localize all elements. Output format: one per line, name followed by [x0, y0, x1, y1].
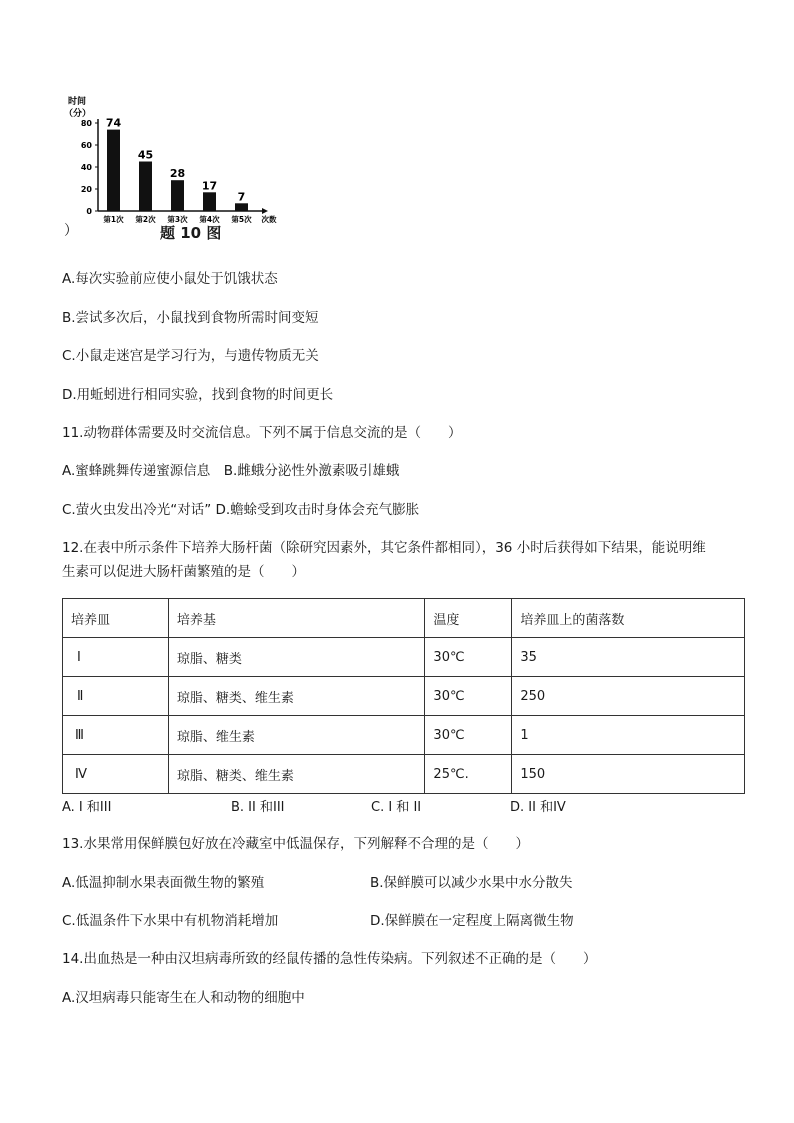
y-axis-label-line2: （分） [64, 109, 92, 119]
table-cell: 30℃ [425, 677, 512, 716]
bar-value-label: 45 [137, 148, 154, 162]
table-cell: Ⅲ [63, 716, 169, 755]
x-tick-label: 第1次 [103, 215, 124, 224]
bar [235, 203, 248, 211]
q12-option-b: B. II 和III [231, 800, 285, 815]
table-cell: 1 [512, 716, 745, 755]
bar-chart-figure [62, 82, 292, 242]
y-tick-label: 40 [80, 163, 92, 172]
table-cell: Ⅳ [63, 755, 169, 794]
q13-option-b: B.保鲜膜可以减少水果中水分散失 [370, 875, 573, 891]
x-tick-label: 第5次 [231, 215, 252, 224]
q12-option-d: D. II 和IV [510, 800, 566, 815]
bar-value-label: 74 [105, 116, 122, 130]
figure-paren: ） [64, 223, 78, 239]
q10-option-d: D.用蚯蚓进行相同实验，找到食物的时间更长 [62, 387, 334, 403]
figure-caption: 题 10 图 [160, 224, 222, 242]
q11-options-cd: C.萤火虫发出冷光“对话” D.蟾蜍受到攻击时身体会充气膨胀 [62, 502, 420, 518]
bar-value-label: 7 [237, 190, 246, 204]
table-cell: 琼脂、维生素 [168, 716, 425, 755]
q11-stem: 11.动物群体需要及时交流信息。下列不属于信息交流的是（ ） [62, 425, 462, 441]
y-tick-label: 20 [80, 185, 92, 194]
bar [139, 162, 152, 212]
y-tick-label: 0 [86, 207, 92, 216]
table-cell: 250 [512, 677, 745, 716]
q10-option-b: B.尝试多次后，小鼠找到食物所需时间变短 [62, 310, 319, 326]
q12-stem-line2: 生素可以促进大肠杆菌繁殖的是（ ） [62, 564, 305, 580]
q13-option-d: D.保鲜膜在一定程度上隔离微生物 [370, 913, 574, 929]
bar [203, 192, 216, 211]
table-header-row [63, 599, 745, 638]
q14-stem: 14.出血热是一种由汉坦病毒所致的经鼠传播的急性传染病。下列叙述不正确的是（ ） [62, 951, 597, 967]
table-cell: 25℃. [425, 755, 512, 794]
table-header-cell: 温度 [425, 599, 512, 638]
table-header-cell: 培养皿 [63, 599, 169, 638]
table-cell: Ⅱ [63, 677, 169, 716]
table-cell: 30℃ [425, 716, 512, 755]
table-header-cell: 培养基 [168, 599, 425, 638]
table-header-cell: 培养皿上的菌落数 [512, 599, 745, 638]
q10-option-c: C.小鼠走迷宫是学习行为，与遗传物质无关 [62, 348, 319, 364]
y-axis-label-line1: 时间 [68, 97, 87, 107]
table-cell: Ⅰ [63, 638, 169, 677]
table-row [63, 677, 745, 716]
table-row [63, 638, 745, 677]
q12-option-c: C. I 和 II [371, 800, 422, 815]
bar-value-label: 17 [201, 179, 218, 193]
y-tick-label: 60 [80, 141, 92, 150]
table-row [63, 716, 745, 755]
q12-stem-line1: 12.在表中所示条件下培养大肠杆菌（除研究因素外，其它条件都相同），36 小时后获得如下结果，能说明维 [62, 540, 706, 556]
q13-option-c: C.低温条件下水果中有机物消耗增加 [62, 913, 279, 929]
q14-option-a: A.汉坦病毒只能寄生在人和动物的细胞中 [62, 990, 305, 1006]
x-tick-label: 第3次 [167, 215, 188, 224]
q10-option-a: A.每次实验前应使小鼠处于饥饿状态 [62, 271, 278, 287]
table-cell: 150 [512, 755, 745, 794]
table-row [63, 755, 745, 794]
table-cell: 30℃ [425, 638, 512, 677]
y-tick-label: 80 [80, 119, 92, 128]
x-tick-label: 第2次 [135, 215, 156, 224]
q11-options-ab: A.蜜蜂跳舞传递蜜源信息 B.雌蛾分泌性外激素吸引雄蛾 [62, 463, 400, 479]
table-cell: 35 [512, 638, 745, 677]
bar-value-label: 28 [169, 167, 186, 181]
x-axis-arrow [262, 208, 268, 214]
table-cell: 琼脂、糖类 [168, 638, 425, 677]
table-cell: 琼脂、糖类、维生素 [168, 755, 425, 794]
table-cell: 琼脂、糖类、维生素 [168, 677, 425, 716]
q12-option-a: A. I 和III [62, 800, 112, 815]
bar-chart [62, 82, 292, 232]
bar [107, 130, 120, 211]
q12-table [62, 598, 745, 794]
bar [171, 180, 184, 211]
q13-option-a: A.低温抑制水果表面微生物的繁殖 [62, 875, 265, 891]
x-axis-label: 次数 [261, 215, 277, 224]
q13-stem: 13.水果常用保鲜膜包好放在冷藏室中低温保存，下列解释不合理的是（ ） [62, 836, 529, 852]
x-tick-label: 第4次 [199, 215, 220, 224]
